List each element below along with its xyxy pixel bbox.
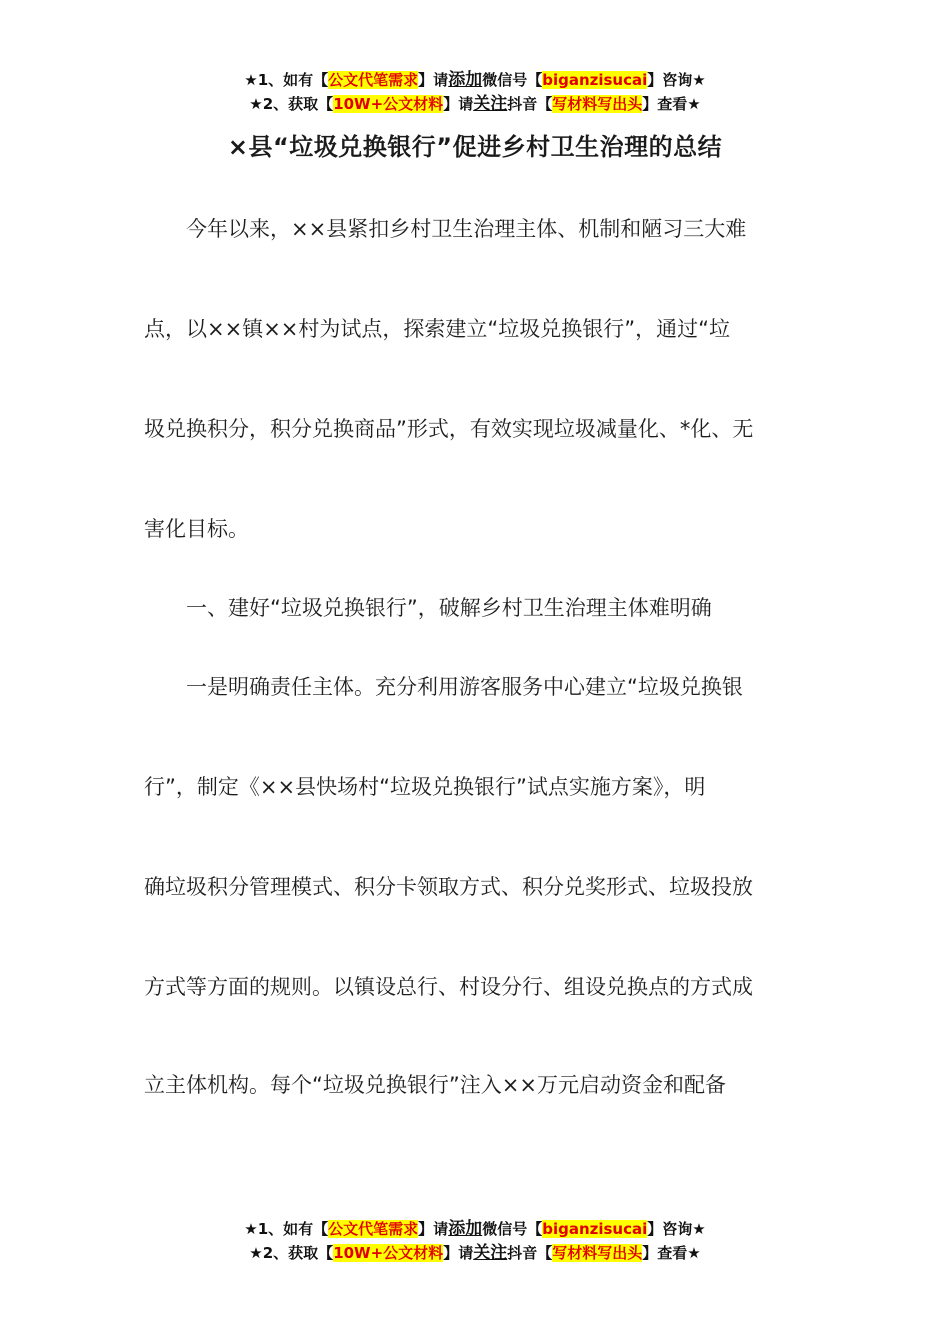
promo-line-2 — [0, 92, 950, 116]
body-line-9: 方式等方面的规则。以镇设总行、村设分行、组设兑换点的方式成 — [144, 975, 753, 999]
promo-text: ★2、获取【 — [249, 95, 334, 113]
promo-emphasis: 关注 — [473, 1243, 508, 1263]
promo-text: 】咨询★ — [647, 1220, 706, 1238]
body-line-1: 今年以来，××县紧扣乡村卫生治理主体、机制和陋习三大难 — [144, 217, 747, 241]
body-line-2: 点，以××镇××村为试点，探索建立“垃圾兑换银行”，通过“垃 — [144, 317, 731, 341]
promo-emphasis: 关注 — [473, 94, 508, 114]
promo-text: 】请 — [443, 95, 474, 113]
promo-highlight: 公文代笔需求 — [328, 71, 419, 89]
document-title: ×县“垃圾兑换银行”促进乡村卫生治理的总结 — [227, 133, 723, 161]
promo-text: 抖音【 — [507, 95, 553, 113]
body-line-3: 圾兑换积分，积分兑换商品”形式，有效实现垃圾减量化、*化、无 — [144, 417, 754, 441]
promo-douyin-id: 写材料写出头 — [552, 95, 643, 113]
promo-line-1 — [0, 68, 950, 92]
body-line-10: 立主体机构。每个“垃圾兑换银行”注入××万元启动资金和配备 — [144, 1073, 726, 1097]
promo-text: ★2、获取【 — [249, 1244, 334, 1262]
promo-text: 微信号【 — [482, 1220, 543, 1238]
promo-wechat-id: biganzisucai — [542, 71, 648, 89]
promo-text: 】请 — [443, 1244, 474, 1262]
promo-text: ★1、如有【 — [244, 1220, 329, 1238]
promo-line-2 — [0, 1241, 950, 1265]
promo-text: 】请 — [418, 1220, 449, 1238]
body-line-4: 害化目标。 — [144, 517, 249, 541]
promo-emphasis: 添加 — [448, 1219, 483, 1239]
promo-banner-bottom — [0, 1217, 950, 1265]
promo-banner-top — [0, 68, 950, 116]
promo-wechat-id: biganzisucai — [542, 1220, 648, 1238]
section-heading-1: 一、建好“垃圾兑换银行”，破解乡村卫生治理主体难明确 — [144, 596, 712, 620]
promo-highlight: 公文代笔需求 — [328, 1220, 419, 1238]
promo-text: 】查看★ — [642, 1244, 701, 1262]
promo-highlight: 10W+公文材料 — [333, 1244, 444, 1262]
promo-douyin-id: 写材料写出头 — [552, 1244, 643, 1262]
body-line-7: 行”，制定《××县快场村“垃圾兑换银行”试点实施方案》，明 — [144, 775, 706, 799]
promo-text: 抖音【 — [507, 1244, 553, 1262]
promo-highlight: 10W+公文材料 — [333, 95, 444, 113]
body-line-6: 一是明确责任主体。充分利用游客服务中心建立“垃圾兑换银 — [144, 675, 743, 699]
promo-text: 】请 — [418, 71, 449, 89]
promo-line-1 — [0, 1217, 950, 1241]
body-line-8: 确垃圾积分管理模式、积分卡领取方式、积分兑奖形式、垃圾投放 — [144, 875, 753, 899]
promo-text: ★1、如有【 — [244, 71, 329, 89]
promo-text: 】咨询★ — [647, 71, 706, 89]
promo-emphasis: 添加 — [448, 70, 483, 90]
promo-text: 】查看★ — [642, 95, 701, 113]
promo-text: 微信号【 — [482, 71, 543, 89]
